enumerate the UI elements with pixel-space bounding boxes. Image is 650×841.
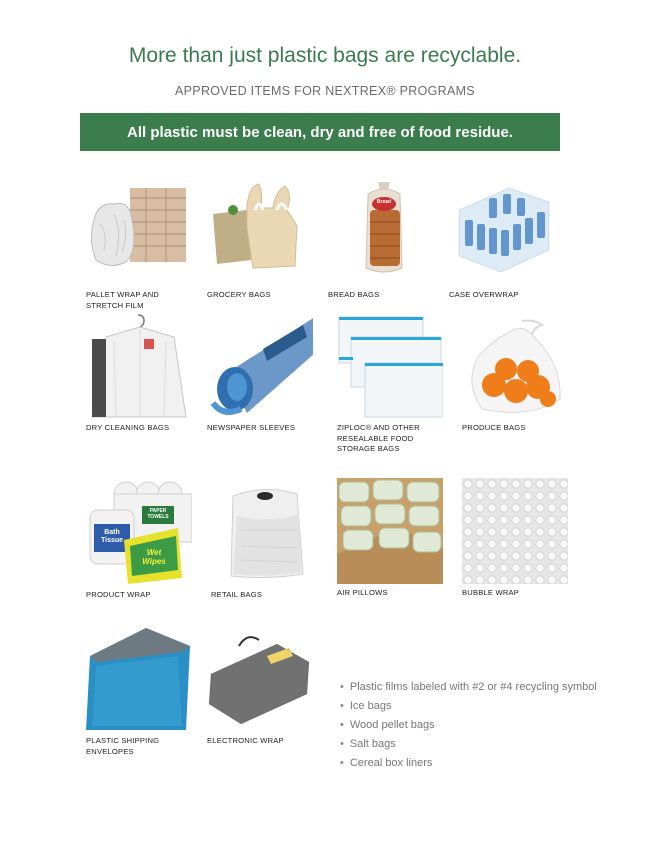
item-ziploc-bags [337, 313, 449, 455]
list-item: • Plastic films labeled with #2 or #4 recycling symbol [340, 678, 597, 697]
item-label: BREAD BAGS [328, 290, 380, 299]
item-pallet-wrap [86, 180, 198, 311]
dry-cleaning-bags-image [86, 313, 192, 419]
electronic-wrap-image [207, 626, 313, 732]
item-air-pillows [337, 478, 449, 599]
item-label: NEWSPAPER SLEEVES [207, 423, 296, 432]
item-newspaper-sleeves [207, 313, 319, 434]
grocery-bags-image [207, 180, 313, 286]
item-label: AIR PILLOWS [337, 588, 388, 597]
item-retail-bags [211, 480, 323, 601]
item-dry-cleaning-bags [86, 313, 198, 434]
wet-wipes-text: Wet Wipes [142, 548, 166, 566]
bread-bags-image [328, 180, 434, 286]
list-item: • Wood pellet bags [340, 716, 597, 735]
produce-bags-image [462, 313, 568, 419]
retail-bags-image [211, 480, 317, 586]
item-product-wrap [86, 480, 198, 601]
newspaper-sleeves-image [207, 313, 313, 419]
item-electronic-wrap [207, 626, 319, 747]
list-item: • Ice bags [340, 697, 597, 716]
bread-brand-text: Bread [376, 199, 392, 205]
item-bubble-wrap [462, 478, 574, 599]
air-pillows-image [337, 478, 443, 584]
bath-tissue-text: Bath Tissue [100, 529, 124, 544]
item-label: BUBBLE WRAP [462, 588, 520, 597]
item-label: PRODUCE BAGS [462, 423, 526, 432]
pallet-wrap-image [86, 180, 192, 286]
item-label: PLASTIC SHIPPING ENVELOPES [86, 736, 160, 756]
item-label: PRODUCT WRAP [86, 590, 151, 599]
item-label: ZIPLOC® AND OTHER RESEALABLE FOOD STORAGE BAGS [337, 423, 420, 453]
item-label: RETAIL BAGS [211, 590, 263, 599]
item-label: ELECTRONIC WRAP [207, 736, 284, 745]
page-subtitle: APPROVED ITEMS FOR NEXTREX® PROGRAMS [175, 84, 475, 98]
list-item: • Cereal box liners [340, 754, 597, 773]
page-title: More than just plastic bags are recyclable. [128, 44, 522, 67]
item-shipping-envelopes [86, 626, 198, 757]
item-label: GROCERY BAGS [207, 290, 271, 299]
item-label: PALLET WRAP AND STRETCH FILM [86, 290, 160, 310]
shipping-envelopes-image [86, 626, 192, 732]
item-bread-bags [328, 180, 440, 301]
bubble-wrap-image [462, 478, 568, 584]
item-case-overwrap [449, 180, 561, 301]
item-label: CASE OVERWRAP [449, 290, 519, 299]
case-overwrap-image [449, 180, 555, 286]
product-wrap-image [86, 480, 192, 586]
paper-towels-text: PAPER TOWELS [147, 508, 169, 520]
item-produce-bags [462, 313, 574, 434]
list-item: • Salt bags [340, 735, 597, 754]
ziploc-bags-image [337, 313, 443, 419]
cleanliness-banner: All plastic must be clean, dry and free of food residue. [80, 113, 560, 151]
additional-items-list [340, 678, 597, 773]
item-grocery-bags [207, 180, 319, 301]
item-label: DRY CLEANING BAGS [86, 423, 170, 432]
